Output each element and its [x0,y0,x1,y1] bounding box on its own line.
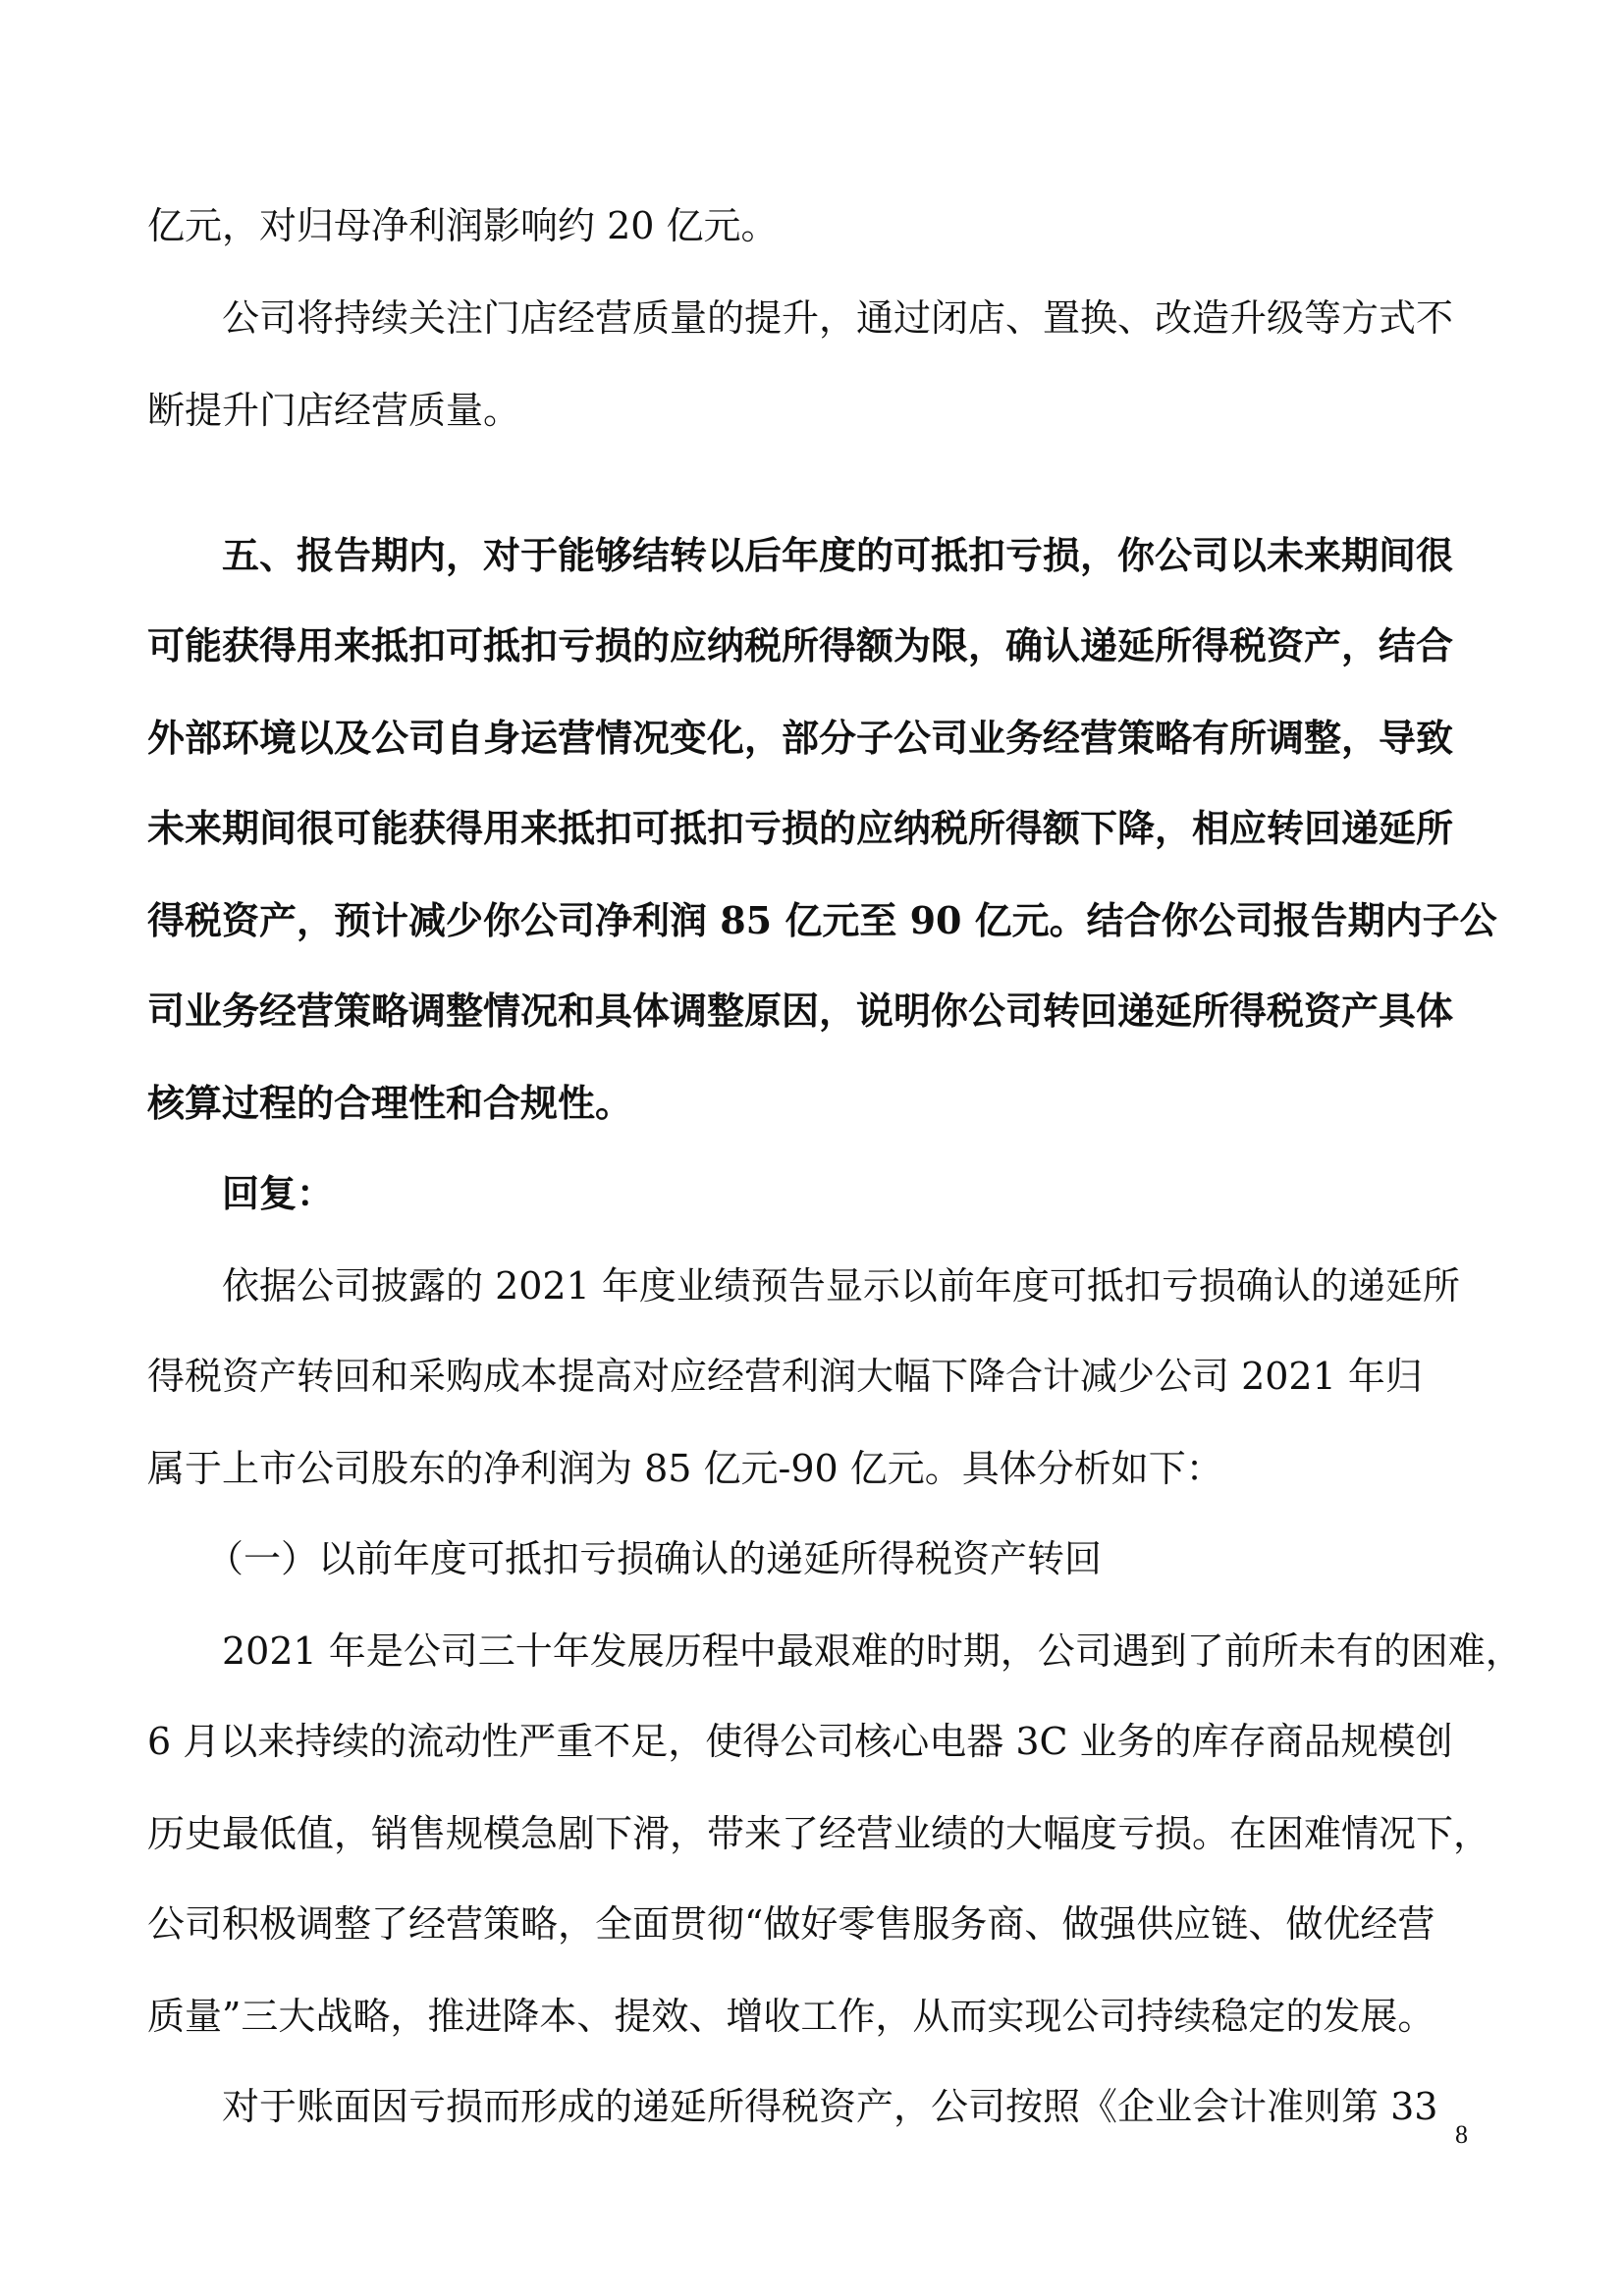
paragraph-line: 6 月以来持续的流动性严重不足，使得公司核心电器 3C 业务的库存商品规模创 [147,1720,1453,1763]
paragraph-line: 属于上市公司股东的净利润为 85 亿元-90 亿元。具体分析如下： [147,1447,1223,1490]
page-number: 8 [1455,2120,1468,2149]
paragraph-line: 得税资产转回和采购成本提高对应经营利润大幅下降合计减少公司 2021 年归 [147,1355,1423,1398]
question-line: 五、报告期内，对于能够结转以后年度的可抵扣亏损，你公司以未来期间很 [222,533,1454,577]
reply-label: 回复： [222,1171,335,1215]
paragraph-line: 质量”三大战略，推进降本、提效、增收工作，从而实现公司持续稳定的发展。 [147,1995,1435,2038]
paragraph-line: 2021 年是公司三十年发展历程中最艰难的时期，公司遇到了前所未有的困难， [222,1629,1523,1673]
paragraph-line: 公司将持续关注门店经营质量的提升，通过闭店、置换、改造升级等方式不 [222,296,1454,340]
question-line: 可能获得用来抵扣可抵扣亏损的应纳税所得额为限，确认递延所得税资产，结合 [147,623,1454,667]
question-line: 外部环境以及公司自身运营情况变化，部分子公司业务经营策略有所调整，导致 [147,716,1454,760]
paragraph-line: 对于账面因亏损而形成的递延所得税资产，公司按照《企业会计准则第 33 [222,2085,1438,2128]
question-line: 司业务经营策略调整情况和具体调整原因，说明你公司转回递延所得税资产具体 [147,988,1454,1033]
paragraph-line: 历史最低值，销售规模急剧下滑，带来了经营业绩的大幅度亏损。在困难情况下， [147,1812,1491,1855]
subheading: （一）以前年度可抵扣亏损确认的递延所得税资产转回 [206,1537,1103,1580]
paragraph-line: 断提升门店经营质量。 [147,389,521,432]
question-line: 未来期间很可能获得用来抵扣可抵扣亏损的应纳税所得额下降，相应转回递延所 [147,806,1454,850]
question-line: 得税资产，预计减少你公司净利润 85 亿元至 90 亿元。结合你公司报告期内子公 [147,898,1497,942]
paragraph-line: 公司积极调整了经营策略，全面贯彻“做好零售服务商、做强供应链、做优经营 [147,1902,1435,1946]
paragraph-line: 亿元，对归母净利润影响约 20 亿元。 [147,204,779,247]
paragraph-line: 依据公司披露的 2021 年度业绩预告显示以前年度可抵扣亏损确认的递延所 [222,1264,1460,1308]
question-line: 核算过程的合理性和合规性。 [147,1081,633,1125]
